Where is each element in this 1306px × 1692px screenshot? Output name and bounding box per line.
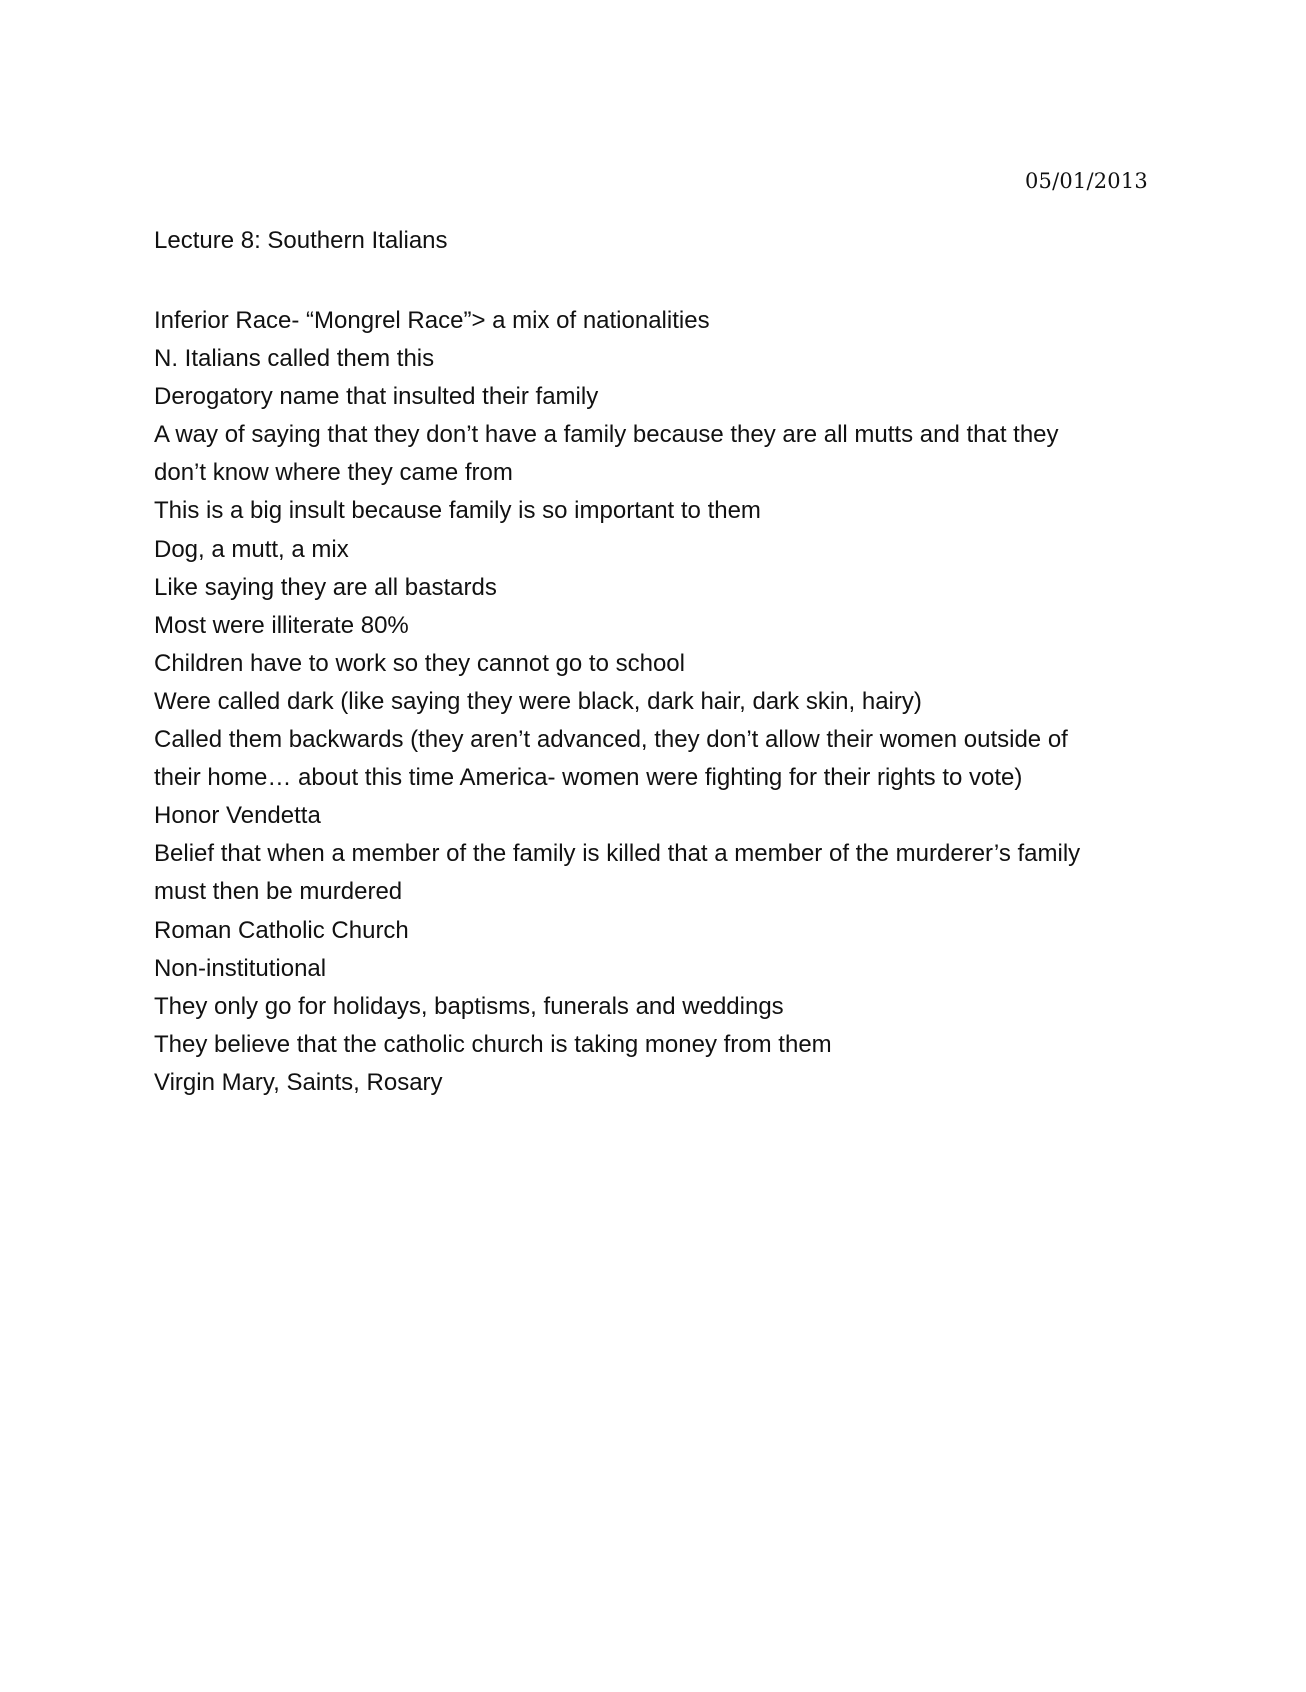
note-line: A way of saying that they don’t have a family because they are all mutts and that they <box>154 421 1059 449</box>
lecture-title: Lecture 8: Southern Italians <box>154 227 448 254</box>
note-line: Honor Vendetta <box>154 802 321 830</box>
note-line: Inferior Race- “Mongrel Race”> a mix of nationalities <box>154 307 710 334</box>
note-line: They only go for holidays, baptisms, funerals and weddings <box>154 992 784 1020</box>
note-line: Belief that when a member of the family is killed that a member of the murderer’s family <box>154 840 1081 868</box>
note-line: don’t know where they came from <box>154 459 513 487</box>
note-line: This is a big insult because family is so important to them <box>154 497 761 525</box>
note-line: Roman Catholic Church <box>154 916 409 944</box>
note-line: must then be murdered <box>154 878 403 906</box>
note-line: They believe that the catholic church is taking money from them <box>154 1030 832 1058</box>
note-line: N. Italians called them this <box>154 345 435 373</box>
note-line: Were called dark (like saying they were black, dark hair, dark skin, hairy) <box>154 687 922 715</box>
note-line: Children have to work so they cannot go to school <box>154 649 685 677</box>
note-line: Most were illiterate 80% <box>154 611 409 639</box>
note-line: Non-institutional <box>154 954 327 982</box>
note-line: Derogatory name that insulted their family <box>154 383 599 411</box>
note-line: Virgin Mary, Saints, Rosary <box>154 1068 443 1096</box>
note-line: Called them backwards (they aren’t advanced, they don’t allow their women outside of <box>154 726 1068 754</box>
note-line: Dog, a mutt, a mix <box>154 535 349 563</box>
notes-list <box>154 302 1154 1102</box>
document-date: 05/01/2013 <box>1024 169 1148 193</box>
note-line: Like saying they are all bastards <box>154 573 497 601</box>
note-line: their home… about this time America- women were fighting for their rights to vote) <box>154 764 1023 792</box>
